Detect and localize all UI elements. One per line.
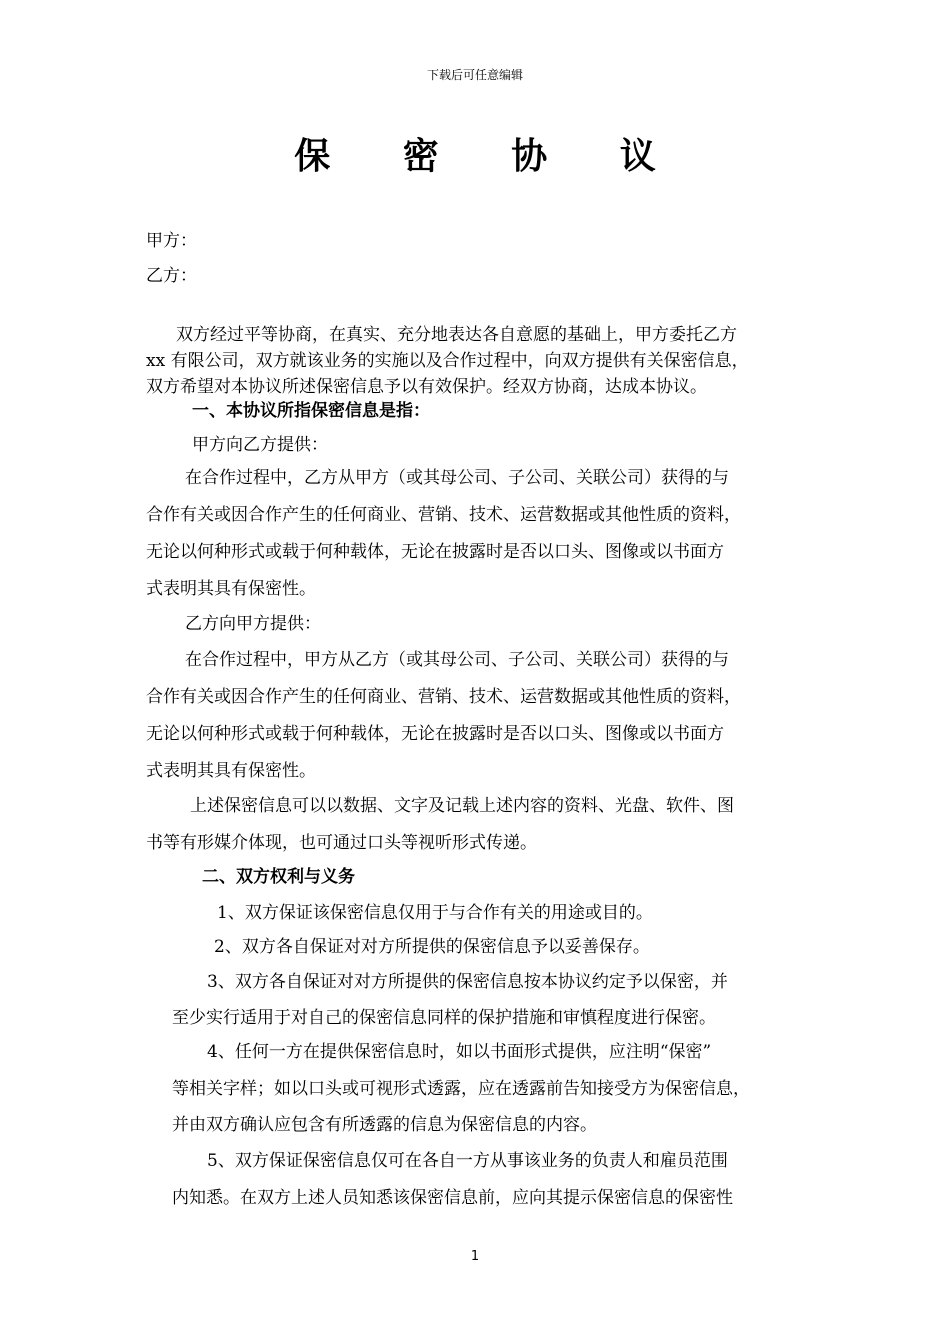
party-a-label: 甲方： (146, 231, 197, 251)
intro-line: 双方经过平等协商，在真实、充分地表达各自意愿的基础上，甲方委托乙方 (176, 325, 737, 345)
b-to-a-paragraph-line: 在合作过程中，甲方从乙方（或其母公司、子公司、关联公司）获得的与 (185, 650, 729, 670)
media-paragraph-line: 书等有形媒介体现，也可通过口头等视听形式传递。 (146, 833, 537, 853)
party-b-label: 乙方： (146, 266, 197, 286)
intro-line: xx 有限公司，双方就该业务的实施以及合作过程中，向双方提供有关保密信息， (146, 351, 749, 371)
obligation-line: 并由双方确认应包含有所透露的信息为保密信息的内容。 (172, 1115, 597, 1135)
header-note: 下载后可任意编辑 (426, 68, 523, 82)
obligation-line: 2、双方各自保证对对方所提供的保密信息予以妥善保存。 (214, 937, 650, 957)
document-title: 保 密 协 议 (294, 136, 686, 177)
obligation-line: 4、任何一方在提供保密信息时，如以书面形式提供，应注明“保密” (207, 1042, 712, 1062)
obligation-line: 1、双方保证该保密信息仅用于与合作有关的用途或目的。 (217, 903, 653, 923)
page-number: 1 (470, 1249, 480, 1264)
b-to-a-label: 乙方向甲方提供： (185, 614, 321, 634)
intro-line: 双方希望对本协议所述保密信息予以有效保护。经双方协商，达成本协议。 (146, 377, 707, 397)
media-paragraph-line: 上述保密信息可以以数据、文字及记载上述内容的资料、光盘、软件、图 (190, 796, 734, 816)
section-2-heading: 二、双方权利与义务 (202, 867, 355, 887)
a-to-b-paragraph-line: 式表明其具有保密性。 (146, 579, 316, 599)
obligation-line: 3、双方各自保证对对方所提供的保密信息按本协议约定予以保密，并 (207, 972, 728, 992)
obligation-line: 至少实行适用于对自己的保密信息同样的保护措施和审慎程度进行保密。 (172, 1008, 716, 1028)
b-to-a-paragraph-line: 无论以何种形式或载于何种载体，无论在披露时是否以口头、图像或以书面方 (146, 724, 724, 744)
obligation-line: 5、双方保证保密信息仅可在各自一方从事该业务的负责人和雇员范围 (207, 1151, 728, 1171)
a-to-b-paragraph-line: 无论以何种形式或载于何种载体，无论在披露时是否以口头、图像或以书面方 (146, 542, 724, 562)
section-1-heading: 一、本协议所指保密信息是指： (192, 401, 430, 421)
b-to-a-paragraph-line: 合作有关或因合作产生的任何商业、营销、技术、运营数据或其他性质的资料， (146, 687, 741, 707)
obligation-line: 内知悉。在双方上述人员知悉该保密信息前，应向其提示保密信息的保密性 (172, 1188, 733, 1208)
a-to-b-paragraph-line: 在合作过程中，乙方从甲方（或其母公司、子公司、关联公司）获得的与 (185, 468, 729, 488)
b-to-a-paragraph-line: 式表明其具有保密性。 (146, 761, 316, 781)
a-to-b-label: 甲方向乙方提供： (192, 435, 328, 455)
a-to-b-paragraph-line: 合作有关或因合作产生的任何商业、营销、技术、运营数据或其他性质的资料， (146, 505, 741, 525)
obligation-line: 等相关字样；如以口头或可视形式透露，应在透露前告知接受方为保密信息， (172, 1079, 750, 1099)
